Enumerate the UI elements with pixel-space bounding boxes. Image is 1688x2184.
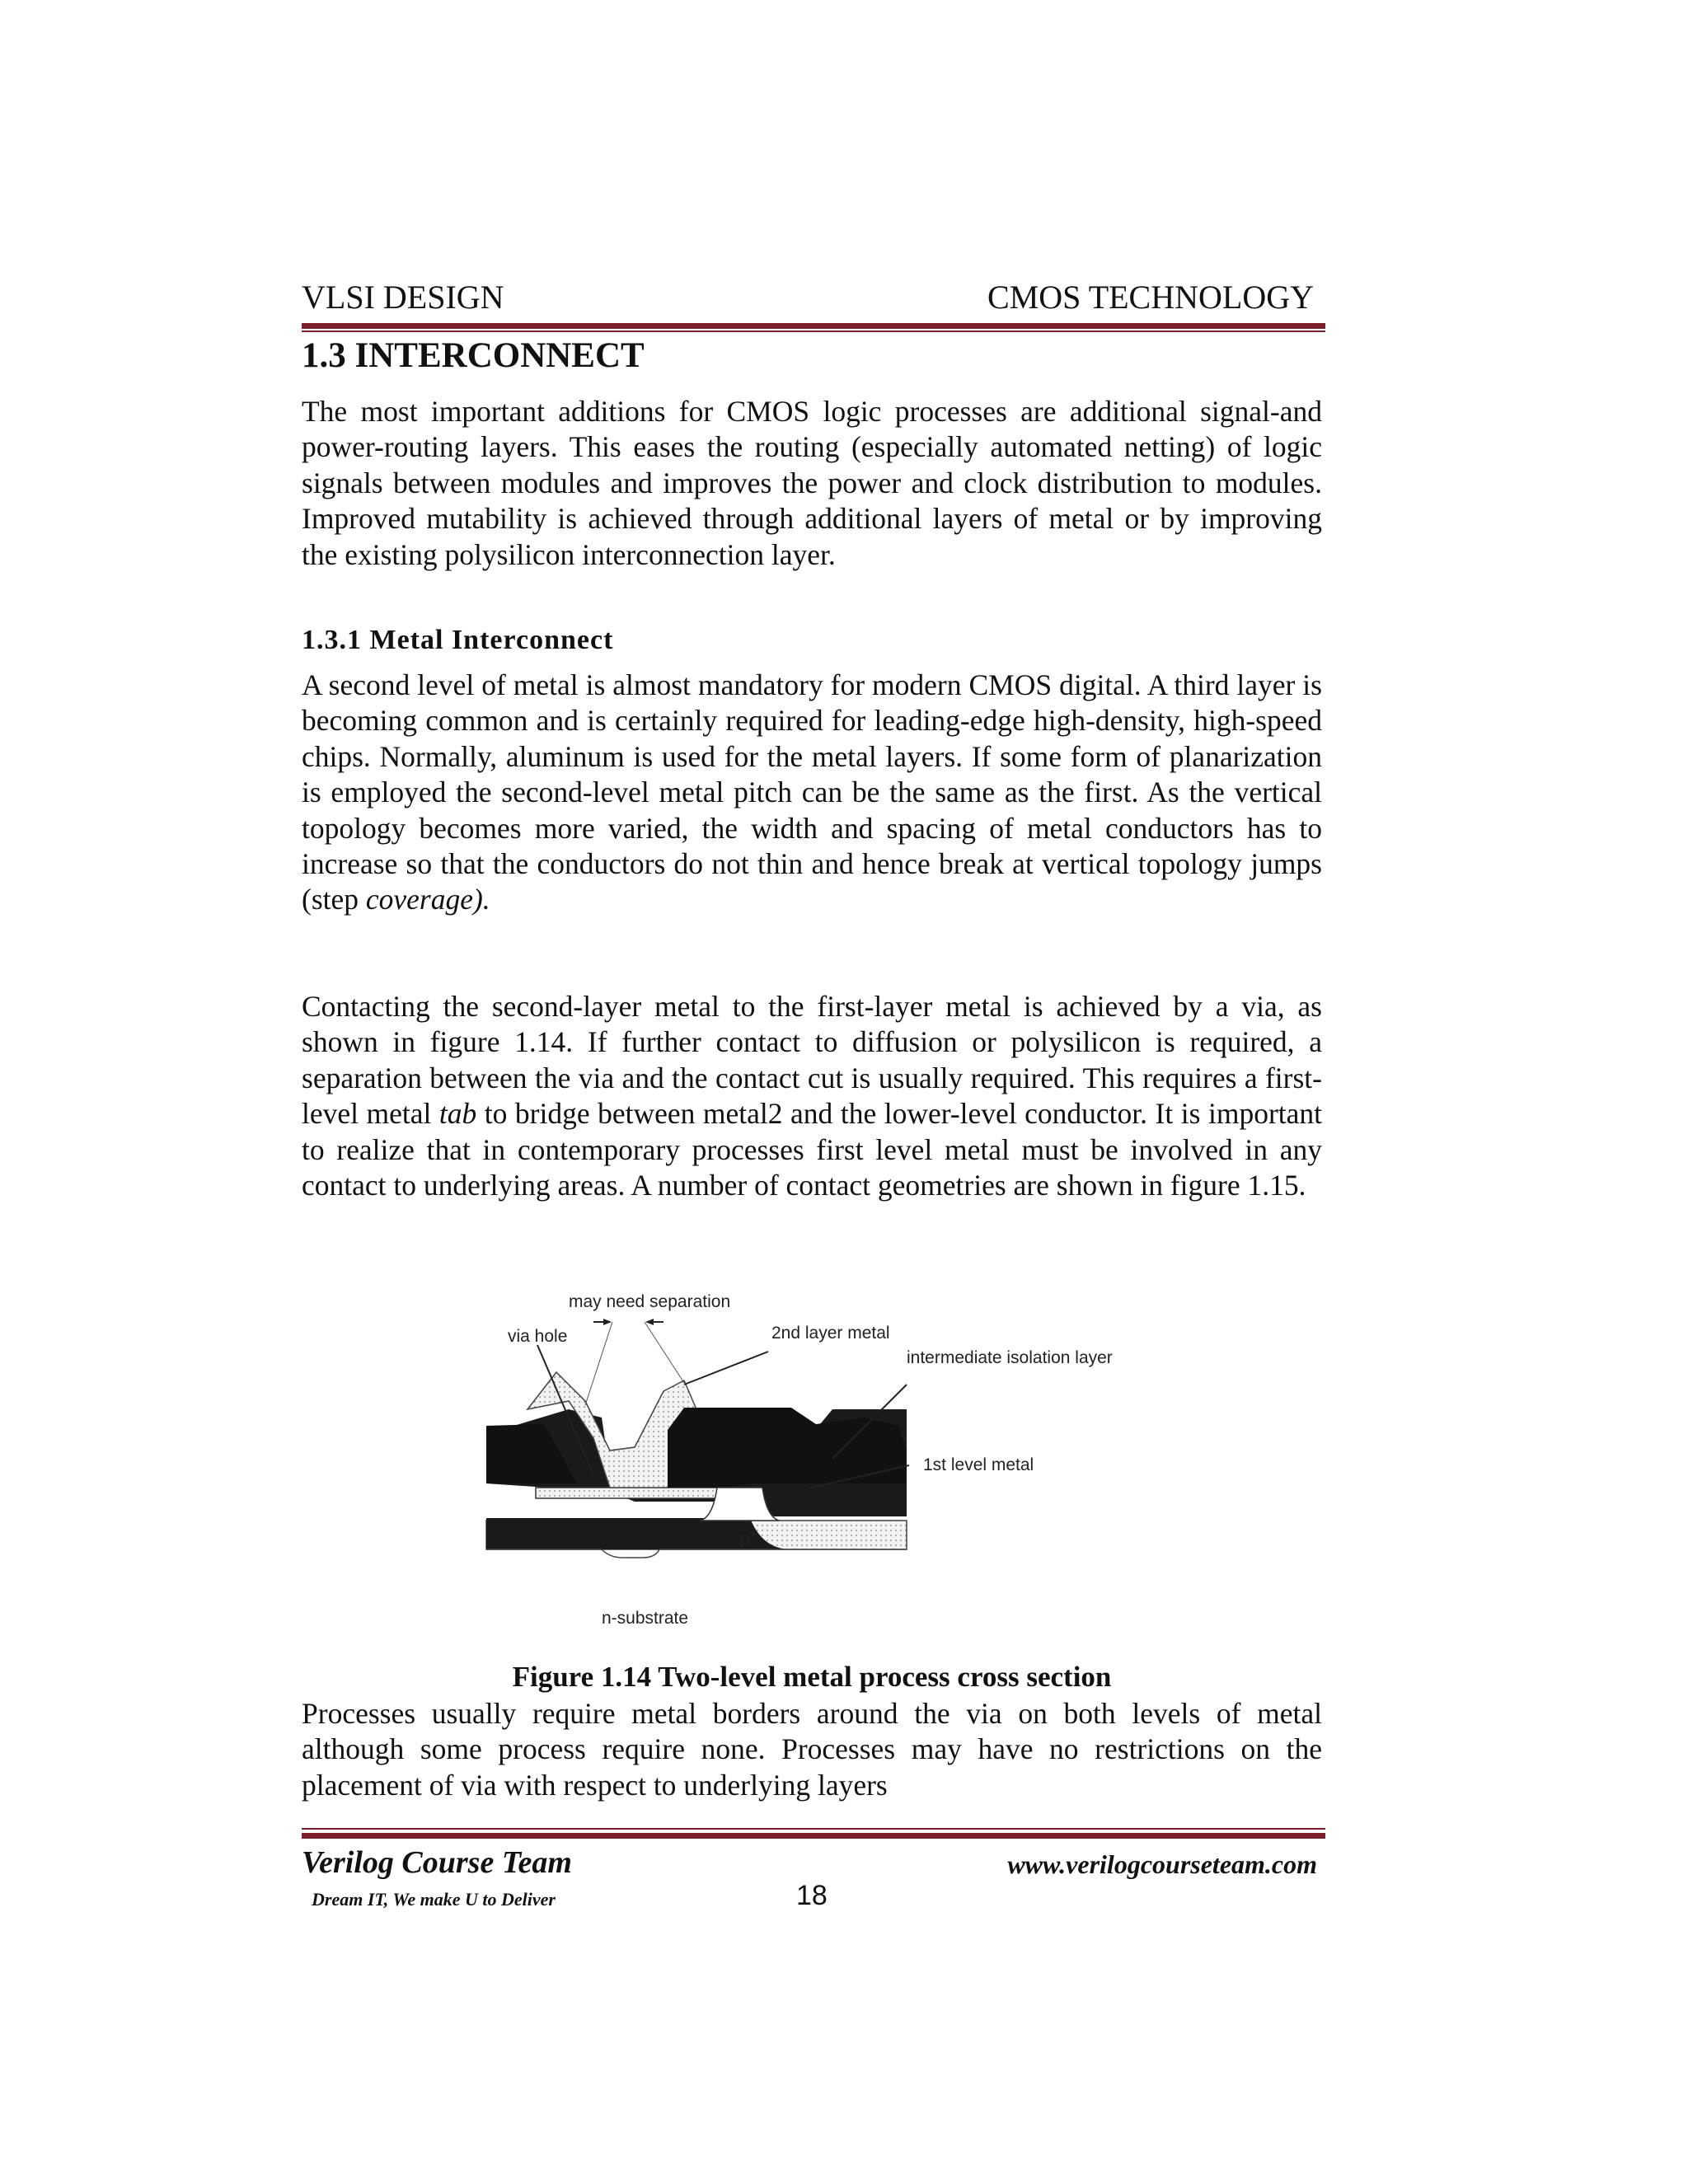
header-rule-thin: [302, 330, 1325, 332]
label-via-hole: via hole: [508, 1327, 568, 1346]
separation-guide-right: [645, 1322, 684, 1383]
cross-section-figure: [478, 1286, 1187, 1632]
cross-section-diagram: [478, 1286, 1187, 1632]
subsection-title: 1.3.1 Metal Interconnect: [302, 625, 614, 655]
paragraph-2-text-a: Contacting the second-layer metal to the first-layer metal is achieved by a via, as shown in figure 1.14. If further contact to diffusion or polysilicon is required, a separation between the via and the contact cut is usually required. This requires a first-level metal: [302, 990, 1322, 1131]
label-2nd-layer-metal: 2nd layer metal: [771, 1324, 890, 1343]
footer-website: www.verilogcourseteam.com: [1007, 1849, 1317, 1879]
paragraph-1-text: A second level of metal is almost mandatory for modern CMOS digital. A third layer is becoming common and is certainly required for leading-edge high-density, high-speed chips. Normally, aluminum is used for the metal layers. If some form of planarization is employed the second-level metal pitch can be the same as the first. As the vertical topology becomes more varied, the width and spacing of metal conductors has to increase so that the conductors do not thin and hence break at vertical topology jumps (step: [302, 668, 1322, 916]
footer-rule-thin: [302, 1828, 1325, 1830]
after-figure-paragraph: Processes usually require metal borders around the via on both levels of metal although some process require none. Processes may have no restrictions on the placement of via with respect to underlying layers: [302, 1697, 1322, 1802]
header-rule-thick: [302, 323, 1325, 329]
label-pplus-sup: +: [749, 1526, 757, 1540]
metal-interconnect-paragraph-1: [302, 668, 1322, 918]
label-n-substrate: n-substrate: [602, 1609, 689, 1628]
label-may-need-separation: may need separation: [569, 1292, 731, 1311]
figure-caption: Figure 1.14 Two-level metal process cross section: [512, 1661, 1112, 1693]
separation-arrowhead-left: [603, 1319, 612, 1325]
running-header: [302, 277, 1324, 318]
separation-guide-left: [585, 1322, 612, 1405]
label-intermediate-isolation-layer: intermediate isolation layer: [907, 1348, 1113, 1367]
page-number: 18: [796, 1880, 828, 1911]
footer-team-name: Verilog Course Team: [302, 1845, 572, 1880]
metal-interconnect-paragraph-2: [302, 989, 1322, 1203]
paragraph-2-text-b: to bridge between metal2 and the lower-level conductor. It is important to realize that in contemporary processes first level metal must be involved in any contact to underlying areas. A number of contact geometries are shown in figure 1.15.: [302, 1097, 1322, 1202]
separation-arrowhead-right: [645, 1319, 654, 1325]
substrate-outline: [486, 1549, 907, 1558]
label-pplus-base: p: [740, 1530, 750, 1549]
label-1st-level-metal: 1st level metal: [923, 1455, 1034, 1474]
section-intro-paragraph: The most important additions for CMOS logic processes are additional signal-and power-routing layers. This eases the routing (especially automated netting) of logic signals between modules and improves the power and clock distribution to modules. Improved mutability is achieved through additional layers of metal or by improving the existing polysilicon interconnection layer.: [302, 395, 1322, 571]
metal2-leader: [684, 1352, 768, 1385]
header-right-title: CMOS TECHNOLOGY: [987, 279, 1314, 316]
footer-rule-thick: [302, 1833, 1325, 1839]
paragraph-1-italic: coverage).: [365, 883, 490, 916]
section-title: 1.3 INTERCONNECT: [302, 336, 645, 375]
footer-tagline: Dream IT, We make U to Deliver: [312, 1889, 556, 1910]
header-left-title: VLSI DESIGN: [302, 279, 504, 316]
paragraph-2-italic: tab: [438, 1097, 477, 1131]
